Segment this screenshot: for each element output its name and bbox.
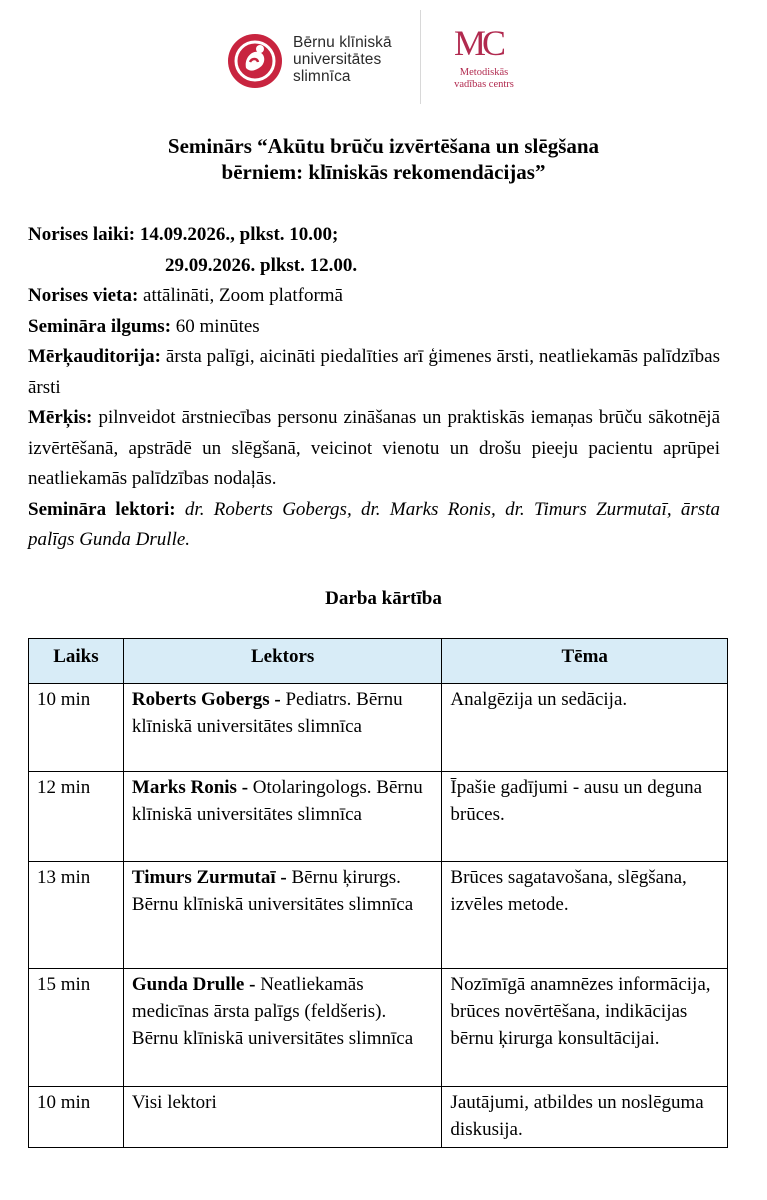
topic-cell: Nozīmīgā anamnēzes informācija, brūces novērtēšana, indikācijas bērnu ķirurga konsultācijai. xyxy=(442,969,728,1087)
bkus-line-1: Bērnu klīniskā xyxy=(293,34,392,51)
audience-value: ārsta palīgi, aicināti piedalīties arī ģimenes ārsti, neatliekamās palīdzības ārsti xyxy=(28,346,720,398)
mvc-line-2: vadības centrs xyxy=(454,79,514,90)
topic-cell: Brūces sagatavošana, slēgšana, izvēles metode. xyxy=(442,862,728,969)
lecturer-cell xyxy=(123,772,442,862)
duration-row xyxy=(28,312,720,343)
agenda-title: Darba kārtība xyxy=(325,588,442,609)
lecturer-role: Visi lektori xyxy=(131,1092,217,1113)
dates-row xyxy=(28,220,720,251)
table-row xyxy=(29,772,728,862)
goal-label: Mērķis: xyxy=(28,407,93,428)
goal-row xyxy=(28,403,720,495)
page-header xyxy=(0,10,767,105)
lecturer-cell xyxy=(123,684,442,772)
goal-value: pilnveidot ārstniecības personu zināšanas un praktiskās iemaņas brūču sākotnējā izvērtēšanā, apstrādē un slēgšanā, veicinot vienotu un drošu pieeju pacientu aprūpei neatliekamās palīdzības nodaļās. xyxy=(28,407,720,489)
table-row xyxy=(29,862,728,969)
place-label: Norises vieta: xyxy=(28,285,139,306)
title-line-2: bērniem: klīniskās rekomendācijas” xyxy=(221,160,546,184)
audience-row xyxy=(28,342,720,403)
agenda-table xyxy=(28,638,728,1148)
date-2: 29.09.2026. plkst. 12.00. xyxy=(165,254,358,276)
title-line-1: Seminārs “Akūtu brūču izvērtēšana un slēgšana xyxy=(167,134,600,158)
seminar-title xyxy=(40,133,727,185)
lecturers-label: Semināra lektori: xyxy=(28,498,176,520)
audience-label: Mērķauditorija: xyxy=(28,346,161,367)
svg-text:M: M xyxy=(454,24,487,60)
mvc-logo-text xyxy=(440,67,528,91)
lecturer-role: Otolaringologs. Bērnu klīniskā universitātes slimnīca xyxy=(131,777,423,825)
lecturers-value: dr. Roberts Gobergs, dr. Marks Ronis, dr. Timurs Zurmutaī, ārsta palīgs Gunda Drulle. xyxy=(28,498,720,550)
lecturers-row xyxy=(28,495,720,556)
lecturer-name: Timurs Zurmutaī - xyxy=(131,867,287,888)
time-cell: 15 min xyxy=(29,969,124,1087)
table-row xyxy=(29,1087,728,1148)
table-row xyxy=(29,684,728,772)
header-time: Laiks xyxy=(29,639,124,684)
time-cell: 13 min xyxy=(29,862,124,969)
place-row xyxy=(28,281,720,312)
bkus-logo-icon xyxy=(226,32,284,90)
duration-label: Semināra ilgums: xyxy=(28,315,172,337)
lecturer-name: Roberts Gobergs - xyxy=(131,689,281,710)
table-row xyxy=(29,969,728,1087)
mvc-logo-icon xyxy=(452,24,514,60)
dates-label: Norises laiki: xyxy=(28,224,136,245)
lecturer-cell xyxy=(123,862,442,969)
seminar-info xyxy=(28,220,720,556)
lecturer-role: Neatliekamās medicīnas ārsta palīgs (feldšeris). Bērnu klīniskā universitātes slimnīca xyxy=(131,974,414,1049)
time-cell: 10 min xyxy=(29,684,124,772)
mvc-line-1: Metodiskās xyxy=(459,67,509,78)
bkus-logo-text xyxy=(293,34,392,85)
header-lecturer: Lektors xyxy=(123,639,442,684)
duration-value: 60 minūtes xyxy=(175,315,260,337)
date-1: 14.09.2026., plkst. 10.00; xyxy=(139,224,339,245)
lecturer-cell xyxy=(123,969,442,1087)
time-cell: 12 min xyxy=(29,772,124,862)
header-topic: Tēma xyxy=(442,639,728,684)
lecturer-cell xyxy=(123,1087,442,1148)
topic-cell: Jautājumi, atbildes un noslēguma diskusija. xyxy=(442,1087,728,1148)
topic-cell: Īpašie gadījumi - ausu un deguna brūces. xyxy=(442,772,728,862)
bkus-line-3: slimnīca xyxy=(293,68,351,85)
place-value: attālināti, Zoom platformā xyxy=(143,285,343,306)
header-divider xyxy=(420,10,421,104)
time-cell: 10 min xyxy=(29,1087,124,1148)
bkus-line-2: universitātes xyxy=(293,51,382,68)
lecturer-name: Marks Ronis - xyxy=(131,777,249,798)
lecturer-role: Bērnu ķirurgs. Bērnu klīniskā universitātes slimnīca xyxy=(131,867,414,915)
lecturer-name: Gunda Drulle - xyxy=(131,974,256,995)
lecturer-role: Pediatrs. Bērnu klīniskā universitātes slimnīca xyxy=(131,689,403,737)
svg-text:C: C xyxy=(482,24,507,60)
topic-cell: Analgēzija un sedācija. xyxy=(442,684,728,772)
agenda-header-row xyxy=(29,639,728,684)
